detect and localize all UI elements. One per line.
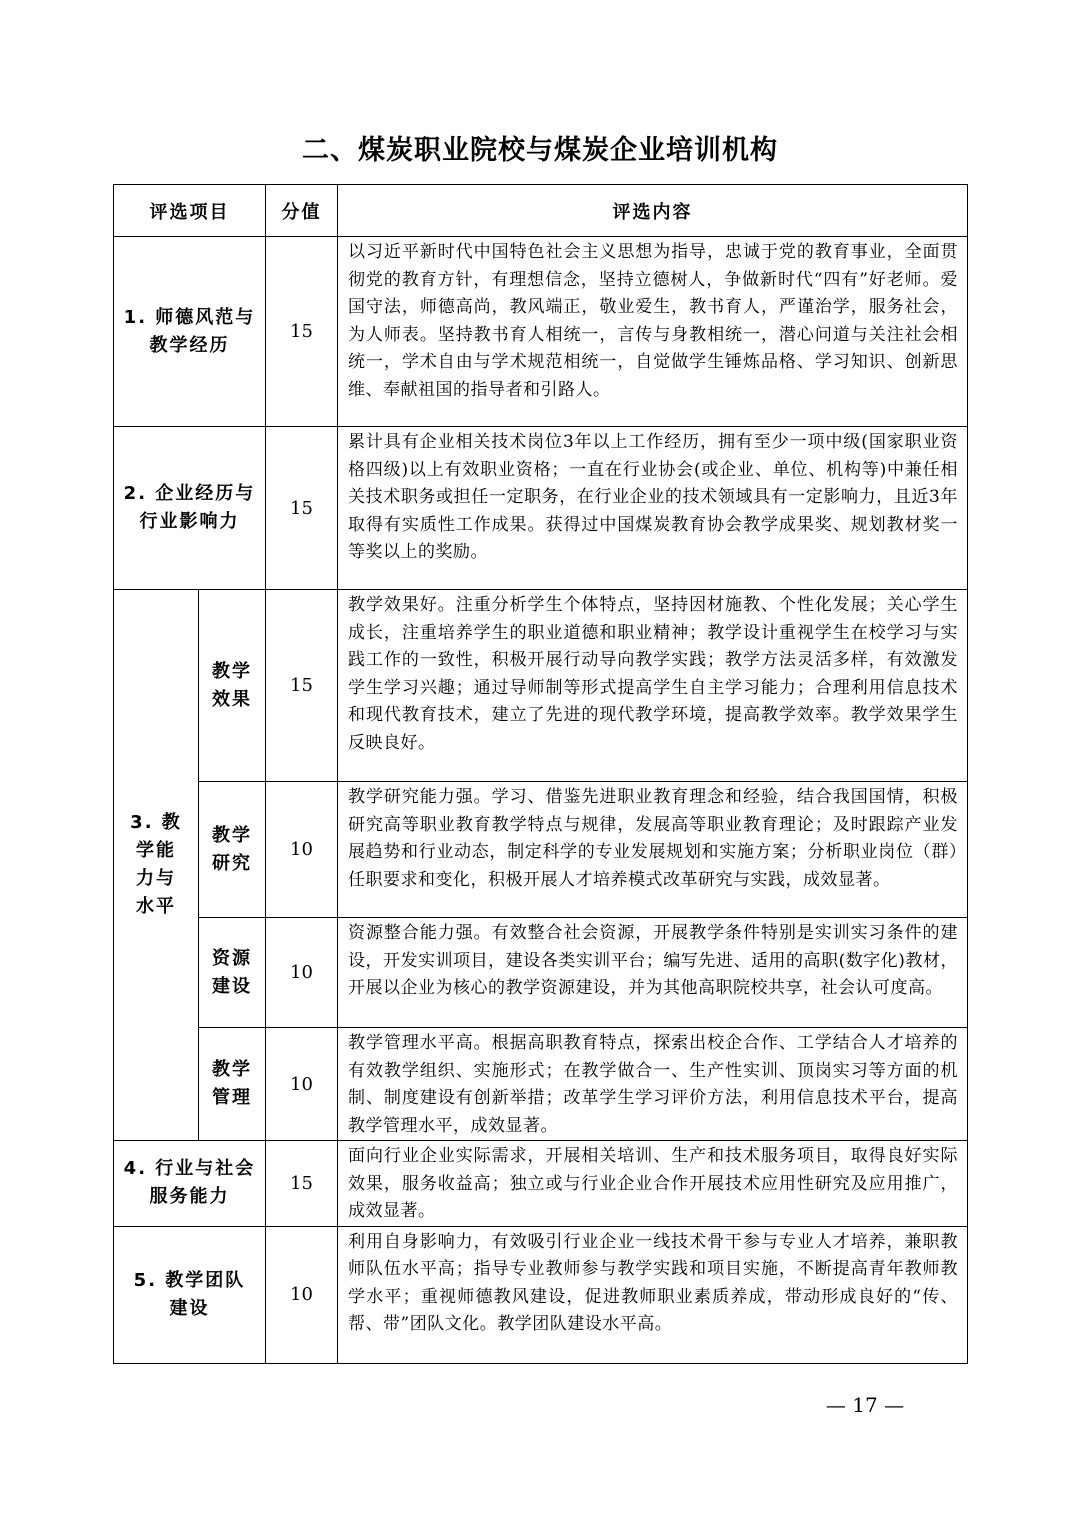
score-cell: 10 (266, 1226, 338, 1363)
score-cell: 15 (266, 237, 338, 427)
score-cell: 15 (266, 427, 338, 590)
item-cell: 3. 教 学能 力与 水平 (114, 590, 199, 1141)
page-number: — 17 — (825, 1393, 905, 1417)
header-item: 评选项目 (114, 185, 266, 237)
score-cell: 10 (266, 782, 338, 918)
subitem-cell: 教学 管理 (199, 1028, 266, 1141)
evaluation-table (113, 184, 968, 1364)
item-cell: 1. 师德风范与 教学经历 (114, 237, 266, 427)
subitem-cell: 教学 效果 (199, 590, 266, 782)
table-row (114, 427, 968, 590)
table-row (114, 918, 968, 1028)
item-cell: 5. 教学团队 建设 (114, 1226, 266, 1363)
content-cell: 累计具有企业相关技术岗位3年以上工作经历，拥有至少一项中级(国家职业资格四级)以上有效职业资格；一直在行业协会(或企业、单位、机构等)中兼任相关技术职务或担任一定职务，在行业企业的技术领域具有一定影响力，且近3年取得有实质性工作成果。获得过中国煤炭教育协会教学成果奖、规划教材奖一等奖以上的奖励。 (338, 427, 968, 590)
header-content: 评选内容 (338, 185, 968, 237)
table-row (114, 782, 968, 918)
score-cell: 10 (266, 1028, 338, 1141)
item-cell: 4. 行业与社会 服务能力 (114, 1141, 266, 1227)
score-cell: 15 (266, 590, 338, 782)
table-row (114, 1226, 968, 1363)
page-title: 二、煤炭职业院校与煤炭企业培训机构 (302, 135, 778, 166)
content-cell: 教学管理水平高。根据高职教育特点，探索出校企合作、工学结合人才培养的有效教学组织、实施形式；在教学做合一、生产性实训、顶岗实习等方面的机制、制度建设有创新举措；改革学生学习评价方法，利用信息技术平台，提高教学管理水平，成效显著。 (338, 1028, 968, 1141)
content-cell: 资源整合能力强。有效整合社会资源，开展教学条件特别是实训实习条件的建设，开发实训项目，建设各类实训平台；编写先进、适用的高职(数字化)教材，开展以企业为核心的教学资源建设，并为其他高职院校共享，社会认可度高。 (338, 918, 968, 1028)
content-cell: 教学研究能力强。学习、借鉴先进职业教育理念和经验，结合我国国情，积极研究高等职业教育教学特点与规律，发展高等职业教育理论；及时跟踪产业发展趋势和行业动态，制定科学的专业发展规划和实施方案；分析职业岗位（群）任职要求和变化，积极开展人才培养模式改革研究与实践，成效显著。 (338, 782, 968, 918)
table-row (114, 1028, 968, 1141)
content-cell: 以习近平新时代中国特色社会主义思想为指导，忠诚于党的教育事业，全面贯彻党的教育方针，有理想信念，坚持立德树人，争做新时代“四有”好老师。爱国守法，师德高尚，教风端正，敬业爱生，教书育人，严谨治学，服务社会，为人师表。坚持教书育人相统一，言传与身教相统一，潜心问道与关注社会相统一，学术自由与学术规范相统一，自觉做学生锤炼品格、学习知识、创新思维、奉献祖国的指导者和引路人。 (338, 237, 968, 427)
table-header-row (114, 185, 968, 237)
table-row (114, 590, 968, 782)
header-score: 分值 (266, 185, 338, 237)
subitem-cell: 教学 研究 (199, 782, 266, 918)
score-cell: 10 (266, 918, 338, 1028)
score-cell: 15 (266, 1141, 338, 1227)
content-cell: 教学效果好。注重分析学生个体特点，坚持因材施教、个性化发展；关心学生成长，注重培养学生的职业道德和职业精神；教学设计重视学生在校学习与实践工作的一致性，积极开展行动导向教学实践；教学方法灵活多样，有效激发学生学习兴趣；通过导师制等形式提高学生自主学习能力；合理利用信息技术和现代教育技术，建立了先进的现代教学环境，提高教学效率。教学效果学生反映良好。 (338, 590, 968, 782)
content-cell: 面向行业企业实际需求，开展相关培训、生产和技术服务项目，取得良好实际效果，服务收益高；独立或与行业企业合作开展技术应用性研究及应用推广，成效显著。 (338, 1141, 968, 1227)
table-row (114, 237, 968, 427)
item-cell: 2. 企业经历与 行业影响力 (114, 427, 266, 590)
content-cell: 利用自身影响力，有效吸引行业企业一线技术骨干参与专业人才培养，兼职教师队伍水平高；指导专业教师参与教学实践和项目实施，不断提高青年教师教学水平；重视师德教风建设，促进教师职业素质养成，带动形成良好的“传、帮、带”团队文化。教学团队建设水平高。 (338, 1226, 968, 1363)
table-row (114, 1141, 968, 1227)
subitem-cell: 资源 建设 (199, 918, 266, 1028)
